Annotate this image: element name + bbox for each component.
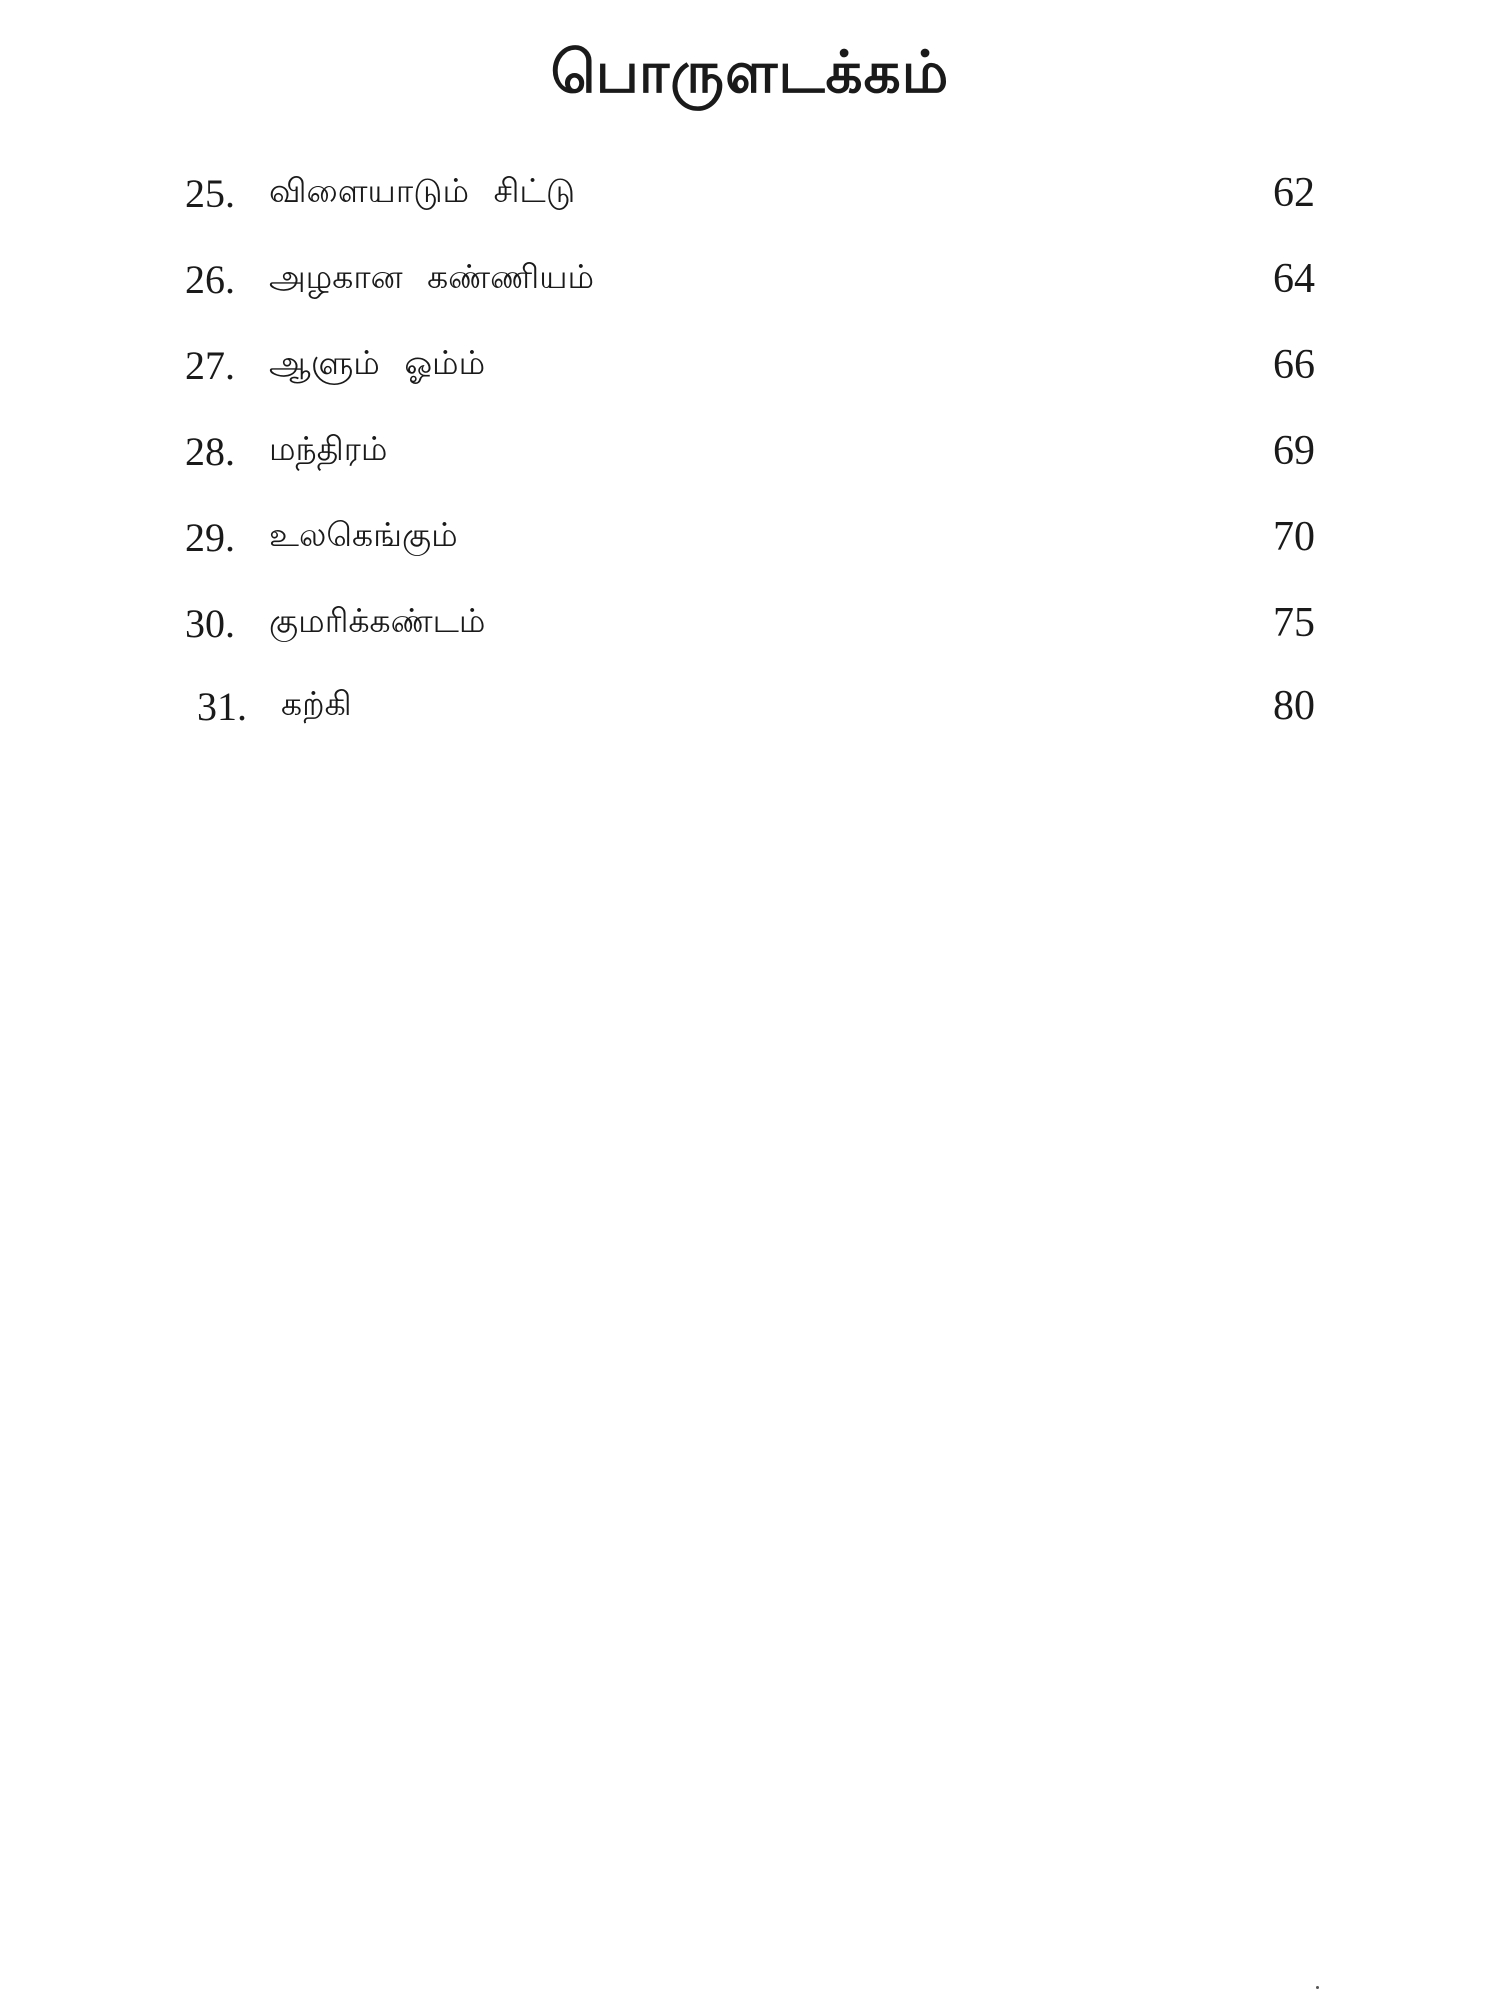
toc-entry[interactable] xyxy=(185,408,1315,494)
entry-title: கற்கி xyxy=(281,684,352,723)
toc-entry[interactable] xyxy=(185,236,1315,322)
scan-speck xyxy=(1316,1986,1319,1989)
entry-number: 30. xyxy=(185,600,235,646)
page-title: பொருளடக்கம் xyxy=(550,38,950,106)
entry-number: 27. xyxy=(185,342,235,388)
toc-entry[interactable] xyxy=(185,322,1315,408)
toc-entry[interactable] xyxy=(185,150,1315,236)
entry-page-number: 64 xyxy=(1273,256,1315,302)
entry-number: 28. xyxy=(185,428,235,474)
entry-title: ஆளும் ஓம்ம் xyxy=(269,343,486,382)
entry-title: மந்திரம் xyxy=(269,429,388,468)
entry-title: விளையாடும் சிட்டு xyxy=(269,171,576,210)
entry-page-number: 80 xyxy=(1273,683,1315,729)
entry-page-number: 69 xyxy=(1273,428,1315,474)
toc-entry[interactable] xyxy=(185,580,1315,666)
entry-number: 29. xyxy=(185,514,235,560)
entry-number: 31. xyxy=(197,683,247,729)
entry-page-number: 75 xyxy=(1273,600,1315,646)
entry-page-number: 62 xyxy=(1273,170,1315,216)
entry-page-number: 70 xyxy=(1273,514,1315,560)
toc-entry[interactable] xyxy=(185,666,1315,746)
table-of-contents xyxy=(185,150,1315,746)
toc-entry[interactable] xyxy=(185,494,1315,580)
entry-title: குமரிக்கண்டம் xyxy=(269,601,486,640)
entry-page-number: 66 xyxy=(1273,342,1315,388)
entry-number: 25. xyxy=(185,170,235,216)
entry-number: 26. xyxy=(185,256,235,302)
entry-title: உலகெங்கும் xyxy=(269,515,458,554)
entry-title: அழகான கண்ணியம் xyxy=(269,257,595,296)
